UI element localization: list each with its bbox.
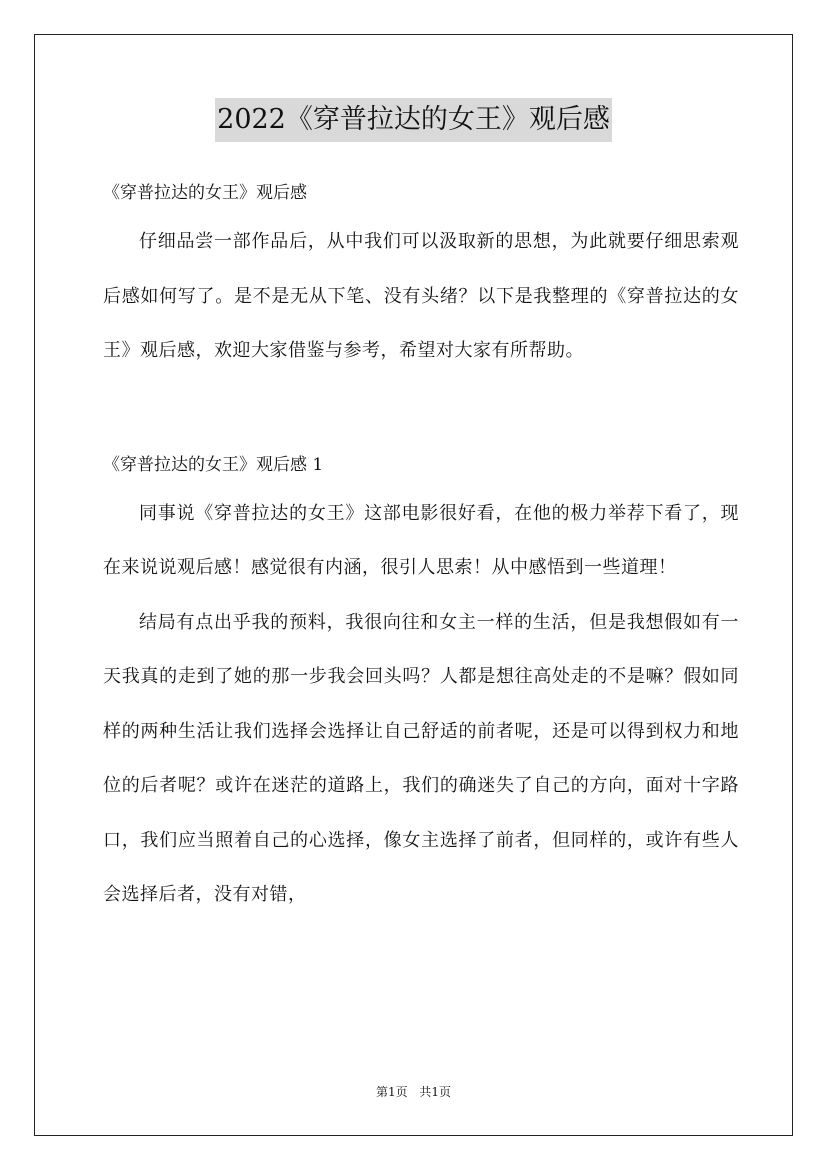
page-number: 第1页 xyxy=(375,1085,408,1099)
document-title: 2022《穿普拉达的女王》观后感 xyxy=(215,98,612,142)
page-total: 共1页 xyxy=(419,1085,452,1099)
section1-paragraph-1: 同事说《穿普拉达的女王》这部电影很好看，在他的极力举荐下看了，现在来说说观后感！感觉很有内涵，很引人思索！从中感悟到一些道理！ xyxy=(103,502,739,578)
section1-paragraph-2: 结局有点出乎我的预料，我很向往和女主一样的生活，但是我想假如有一天我真的走到了她的那一步我会回头吗？人都是想往高处走的不是嘛？假如同样的两种生活让我们选择会选择让自己舒适的前者呢，还是可以得到权力和地位的后者呢？或许在迷茫的道路上，我们的确迷失了自己的方向，面对十字路口，我们应当照着自己的心选择，像女主选择了前者，但同样的，或许有些人会选择后者，没有对错， xyxy=(103,611,739,905)
section1-heading: 《穿普拉达的女王》观后感 1 xyxy=(103,454,324,475)
page-footer xyxy=(0,1084,827,1100)
title-container xyxy=(0,98,827,142)
intro-heading: 《穿普拉达的女王》观后感 xyxy=(103,183,307,203)
document-body xyxy=(103,171,739,923)
intro-paragraph: 仔细品尝一部作品后，从中我们可以汲取新的思想，为此就要仔细思索观后感如何写了。是不是无从下笔、没有头绪？以下是我整理的《穿普拉达的女王》观后感，欢迎大家借鉴与参考，希望对大家有所帮助。 xyxy=(103,231,739,361)
